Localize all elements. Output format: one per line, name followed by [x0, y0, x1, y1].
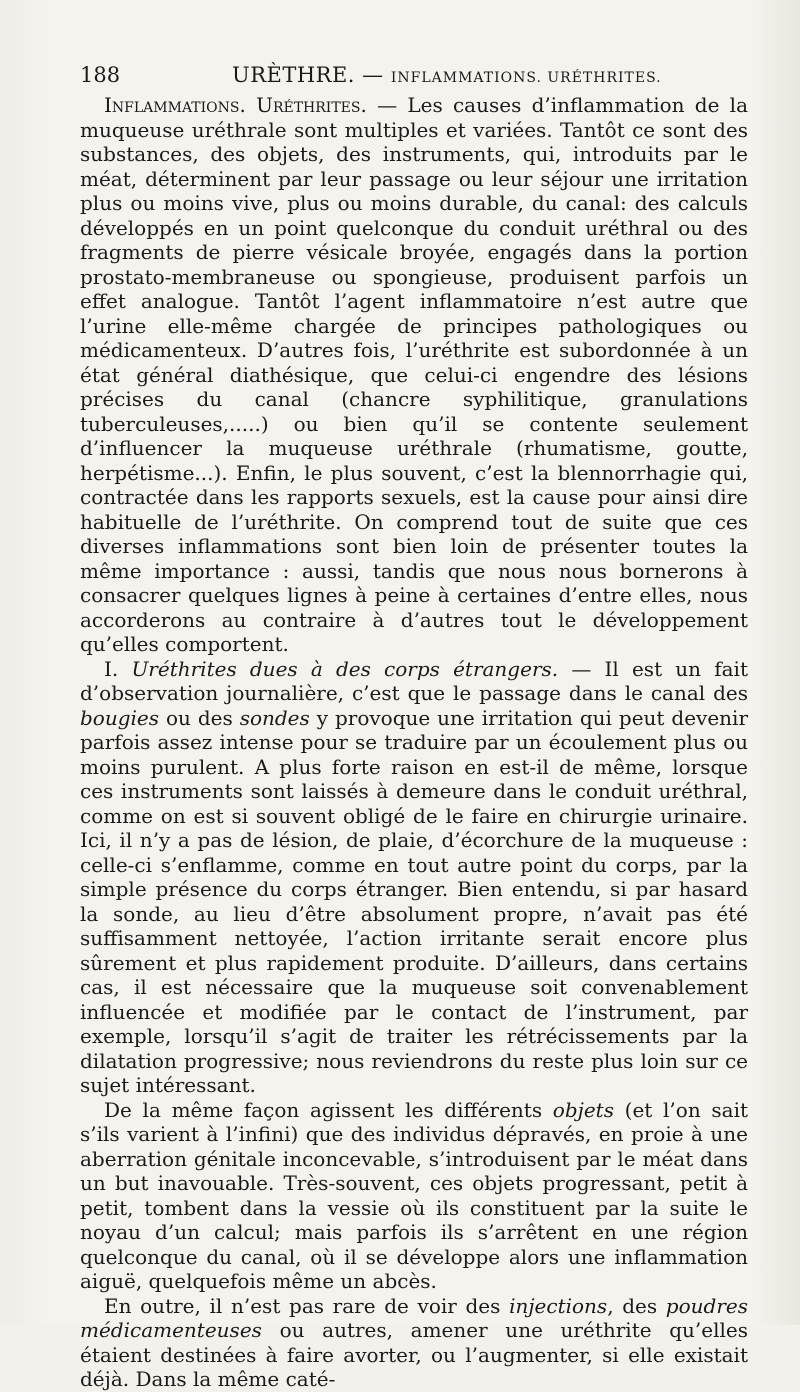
paragraph-4	[80, 1294, 748, 1392]
emphasis-sondes: sondes	[239, 705, 310, 730]
paragraph-2-text-b: ou des	[159, 705, 240, 730]
emphasis-objets: objets	[552, 1097, 614, 1122]
running-title-main: URÈTHRE.	[232, 63, 355, 87]
running-header	[80, 60, 748, 90]
emphasis-poudres: poudres médicamenteuses	[80, 1293, 748, 1342]
running-title	[232, 60, 662, 93]
page-body	[80, 93, 748, 1392]
paragraph-4-text-c: ou autres, amener une uréthrite qu’elles étaient destinées à faire avorter, ou l’augmenter, si elle existait déjà. Dans la même caté-	[80, 1318, 748, 1391]
paragraph-2-text-c: y provoque une irritation qui peut devenir parfois assez intense pour se traduire par un écoulement plus ou moins purulent. A plus forte raison en est-il de même, lorsque ces instruments sont laissés à demeure dans le conduit uréthral, comme on est si souvent obligé de le faire en chirurgie urinaire. Ici, il n’y a pas de lésion, de plaie, d’écorchure de la muqueuse : celle-ci s’enflamme, comme en tout autre point du corps, par la simple présence du corps étranger. Bien entendu, si par hasard la sonde, au lieu d’être absolument propre, n’avait pas été suffisamment nettoyée, l’action irritante serait encore plus sûrement et plus rapidement produite. D’ailleurs, dans certains cas, il est nécessaire que la muqueuse soit convenablement influencée et modifiée par le contact de l’instrument, par exemple, lorsqu’il s’agit de traiter les rétrécissements par la dilatation progressive; nous reviendrons du reste plus loin sur ce sujet intéressant.	[80, 705, 749, 1097]
paragraph-4-text-b: , des	[607, 1293, 666, 1318]
paragraph-2	[80, 657, 748, 1098]
paragraph-2-text-a: — Il est un fait d’observation journalière, c’est que le passage dans le canal des	[80, 656, 748, 705]
section-number: I.	[104, 656, 132, 681]
paragraph-4-text-a: En outre, il n’est pas rare de voir des	[104, 1293, 510, 1318]
paragraph-1	[80, 93, 748, 657]
emphasis-bougies: bougies	[80, 705, 160, 730]
running-title-separator: —	[354, 63, 391, 87]
paragraph-3-text-b: (et l’on sait s’ils varient à l’infini) que des individus dépravés, en proie à une aberration génitale inconcevable, s’introduisent par le méat dans un but inavouable. Très-souvent, ces objets progressant, petit à petit, tombent dans la vessie où ils constituent par la suite le noyau d’un calcul; mais parfois ils s’arrêtent en une région quelconque du canal, où il se développe alors une inflammation aiguë, quelquefois même un abcès.	[80, 1097, 749, 1293]
page-number: 188	[80, 63, 121, 87]
paragraph-1-text: — Les causes d’inflammation de la muqueuse uréthrale sont multiples et variées. Tantôt ce sont des substances, des objets, des instruments, qui, introduits par le méat, déterminent par leur passage ou leur séjour une irritation plus ou moins vive, plus ou moins durable, du canal: des calculs développés en un point quelconque du conduit uréthral ou des fragments de pierre vésicale broyée, engagés dans la portion prostato-membraneuse ou spongieuse, produisent parfois un effet analogue. Tantôt l’agent inflammatoire n’est autre que l’urine elle-même chargée de principes pathologiques ou médicamenteux. D’autres fois, l’uréthrite est subordonnée à un état général diathésique, que celui-ci engendre des lésions précises du canal (chancre syphilitique, granulations tuberculeuses,.....) ou bien qu’il se contente seulement d’influencer la muqueuse uréthrale (rhumatisme, goutte, herpétisme...). Enfin, le plus souvent, c’est la blennorrhagie qui, contractée dans les rapports sexuels, est la cause pour ainsi dire habituelle de l’uréthrite. On comprend tout de suite que ces diverses inflammations sont bien loin de présenter toutes la même importance : aussi, tandis que nous nous bornerons à consacrer quelques lignes à peine à certaines d’entre elles, nous accorderons au contraire à d’autres tout le développement qu’elles comportent.	[80, 93, 748, 656]
paragraph-3	[80, 1098, 748, 1294]
emphasis-injections: injections	[509, 1293, 608, 1318]
running-title-sub: INFLAMMATIONS. URÉTHRITES.	[390, 70, 662, 86]
paragraph-3-text-a: De la même façon agissent les différents	[104, 1097, 553, 1122]
section-heading-corps-etrangers: Uréthrites dues à des corps étrangers.	[131, 656, 559, 681]
section-heading-inflammations: Inflammations. Uréthrites.	[104, 93, 367, 117]
